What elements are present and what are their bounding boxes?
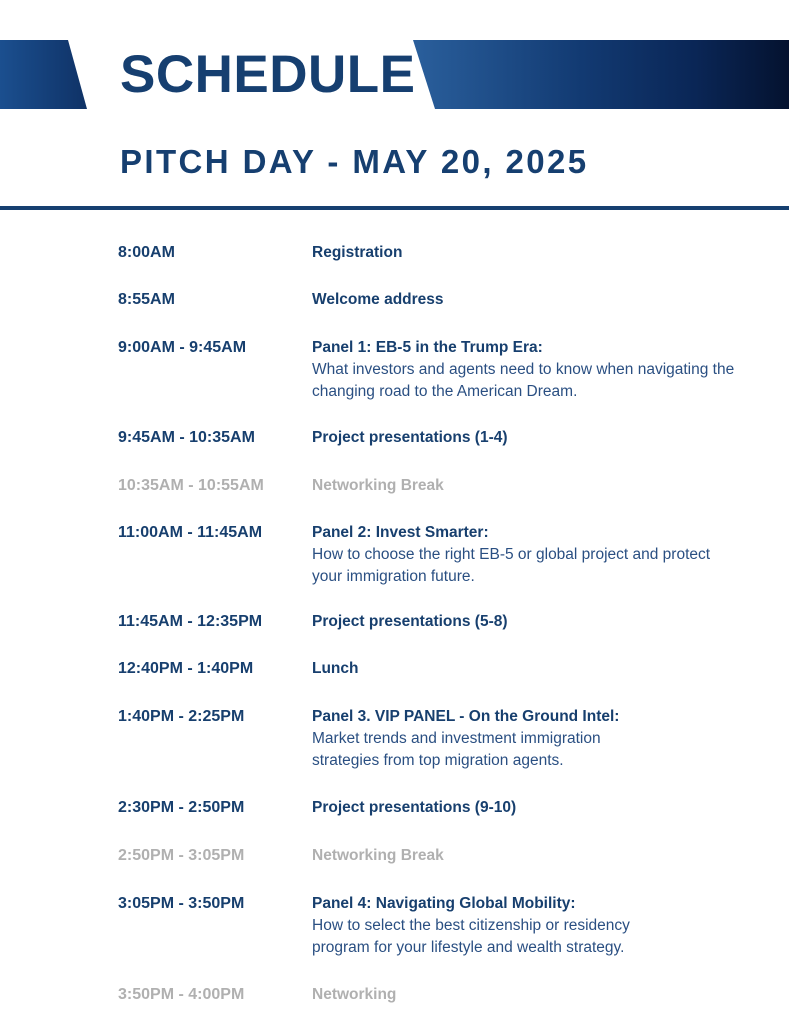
schedule-title: Project presentations (1-4) <box>312 429 508 446</box>
schedule-description: How to select the best citizenship or residency program for your lifestyle and wealth strategy. <box>312 917 630 956</box>
schedule-title: Lunch <box>312 660 359 677</box>
schedule-title: Project presentations (5-8) <box>312 613 508 630</box>
schedule-time: 8:00AM <box>118 244 175 261</box>
schedule-time: 11:45AM - 12:35PM <box>118 613 263 630</box>
schedule-time: 3:05PM - 3:50PM <box>118 895 245 912</box>
schedule-time: 2:30PM - 2:50PM <box>118 799 245 816</box>
schedule-time: 12:40PM - 1:40PM <box>118 660 254 677</box>
schedule-title: Panel 3. VIP PANEL - On the Ground Intel: <box>312 708 620 725</box>
schedule-title: Registration <box>312 244 403 261</box>
schedule-description: How to choose the right EB-5 or global project and protect your immigration future. <box>312 546 711 585</box>
schedule-time: 8:55AM <box>118 291 175 308</box>
schedule-title: Project presentations (9-10) <box>312 799 517 816</box>
schedule-title: Networking <box>312 986 397 1003</box>
schedule-title: Panel 4: Navigating Global Mobility: <box>312 895 576 912</box>
header-banner-left <box>0 40 87 109</box>
schedule-title: Networking Break <box>312 477 444 494</box>
schedule-time: 9:45AM - 10:35AM <box>118 429 255 446</box>
schedule-title: Networking Break <box>312 847 444 864</box>
schedule-time: 9:00AM - 9:45AM <box>118 339 247 356</box>
schedule-time: 11:00AM - 11:45AM <box>118 524 263 541</box>
page-title: SCHEDULE <box>120 45 416 104</box>
schedule-title: Panel 2: Invest Smarter: <box>312 524 489 541</box>
header-divider <box>0 206 789 210</box>
schedule-time: 1:40PM - 2:25PM <box>118 708 245 725</box>
schedule-time: 2:50PM - 3:05PM <box>118 847 245 864</box>
schedule-title: Welcome address <box>312 291 444 308</box>
schedule-time: 10:35AM - 10:55AM <box>118 477 264 494</box>
schedule-description: Market trends and investment immigration strategies from top migration agents. <box>312 730 601 769</box>
schedule-description: What investors and agents need to know when navigating the changing road to the American Dream. <box>312 361 735 400</box>
page-subtitle: PITCH DAY - MAY 20, 2025 <box>120 143 589 180</box>
schedule-time: 3:50PM - 4:00PM <box>118 986 245 1003</box>
schedule-title: Panel 1: EB-5 in the Trump Era: <box>312 339 543 356</box>
header-banner-right <box>413 40 789 109</box>
